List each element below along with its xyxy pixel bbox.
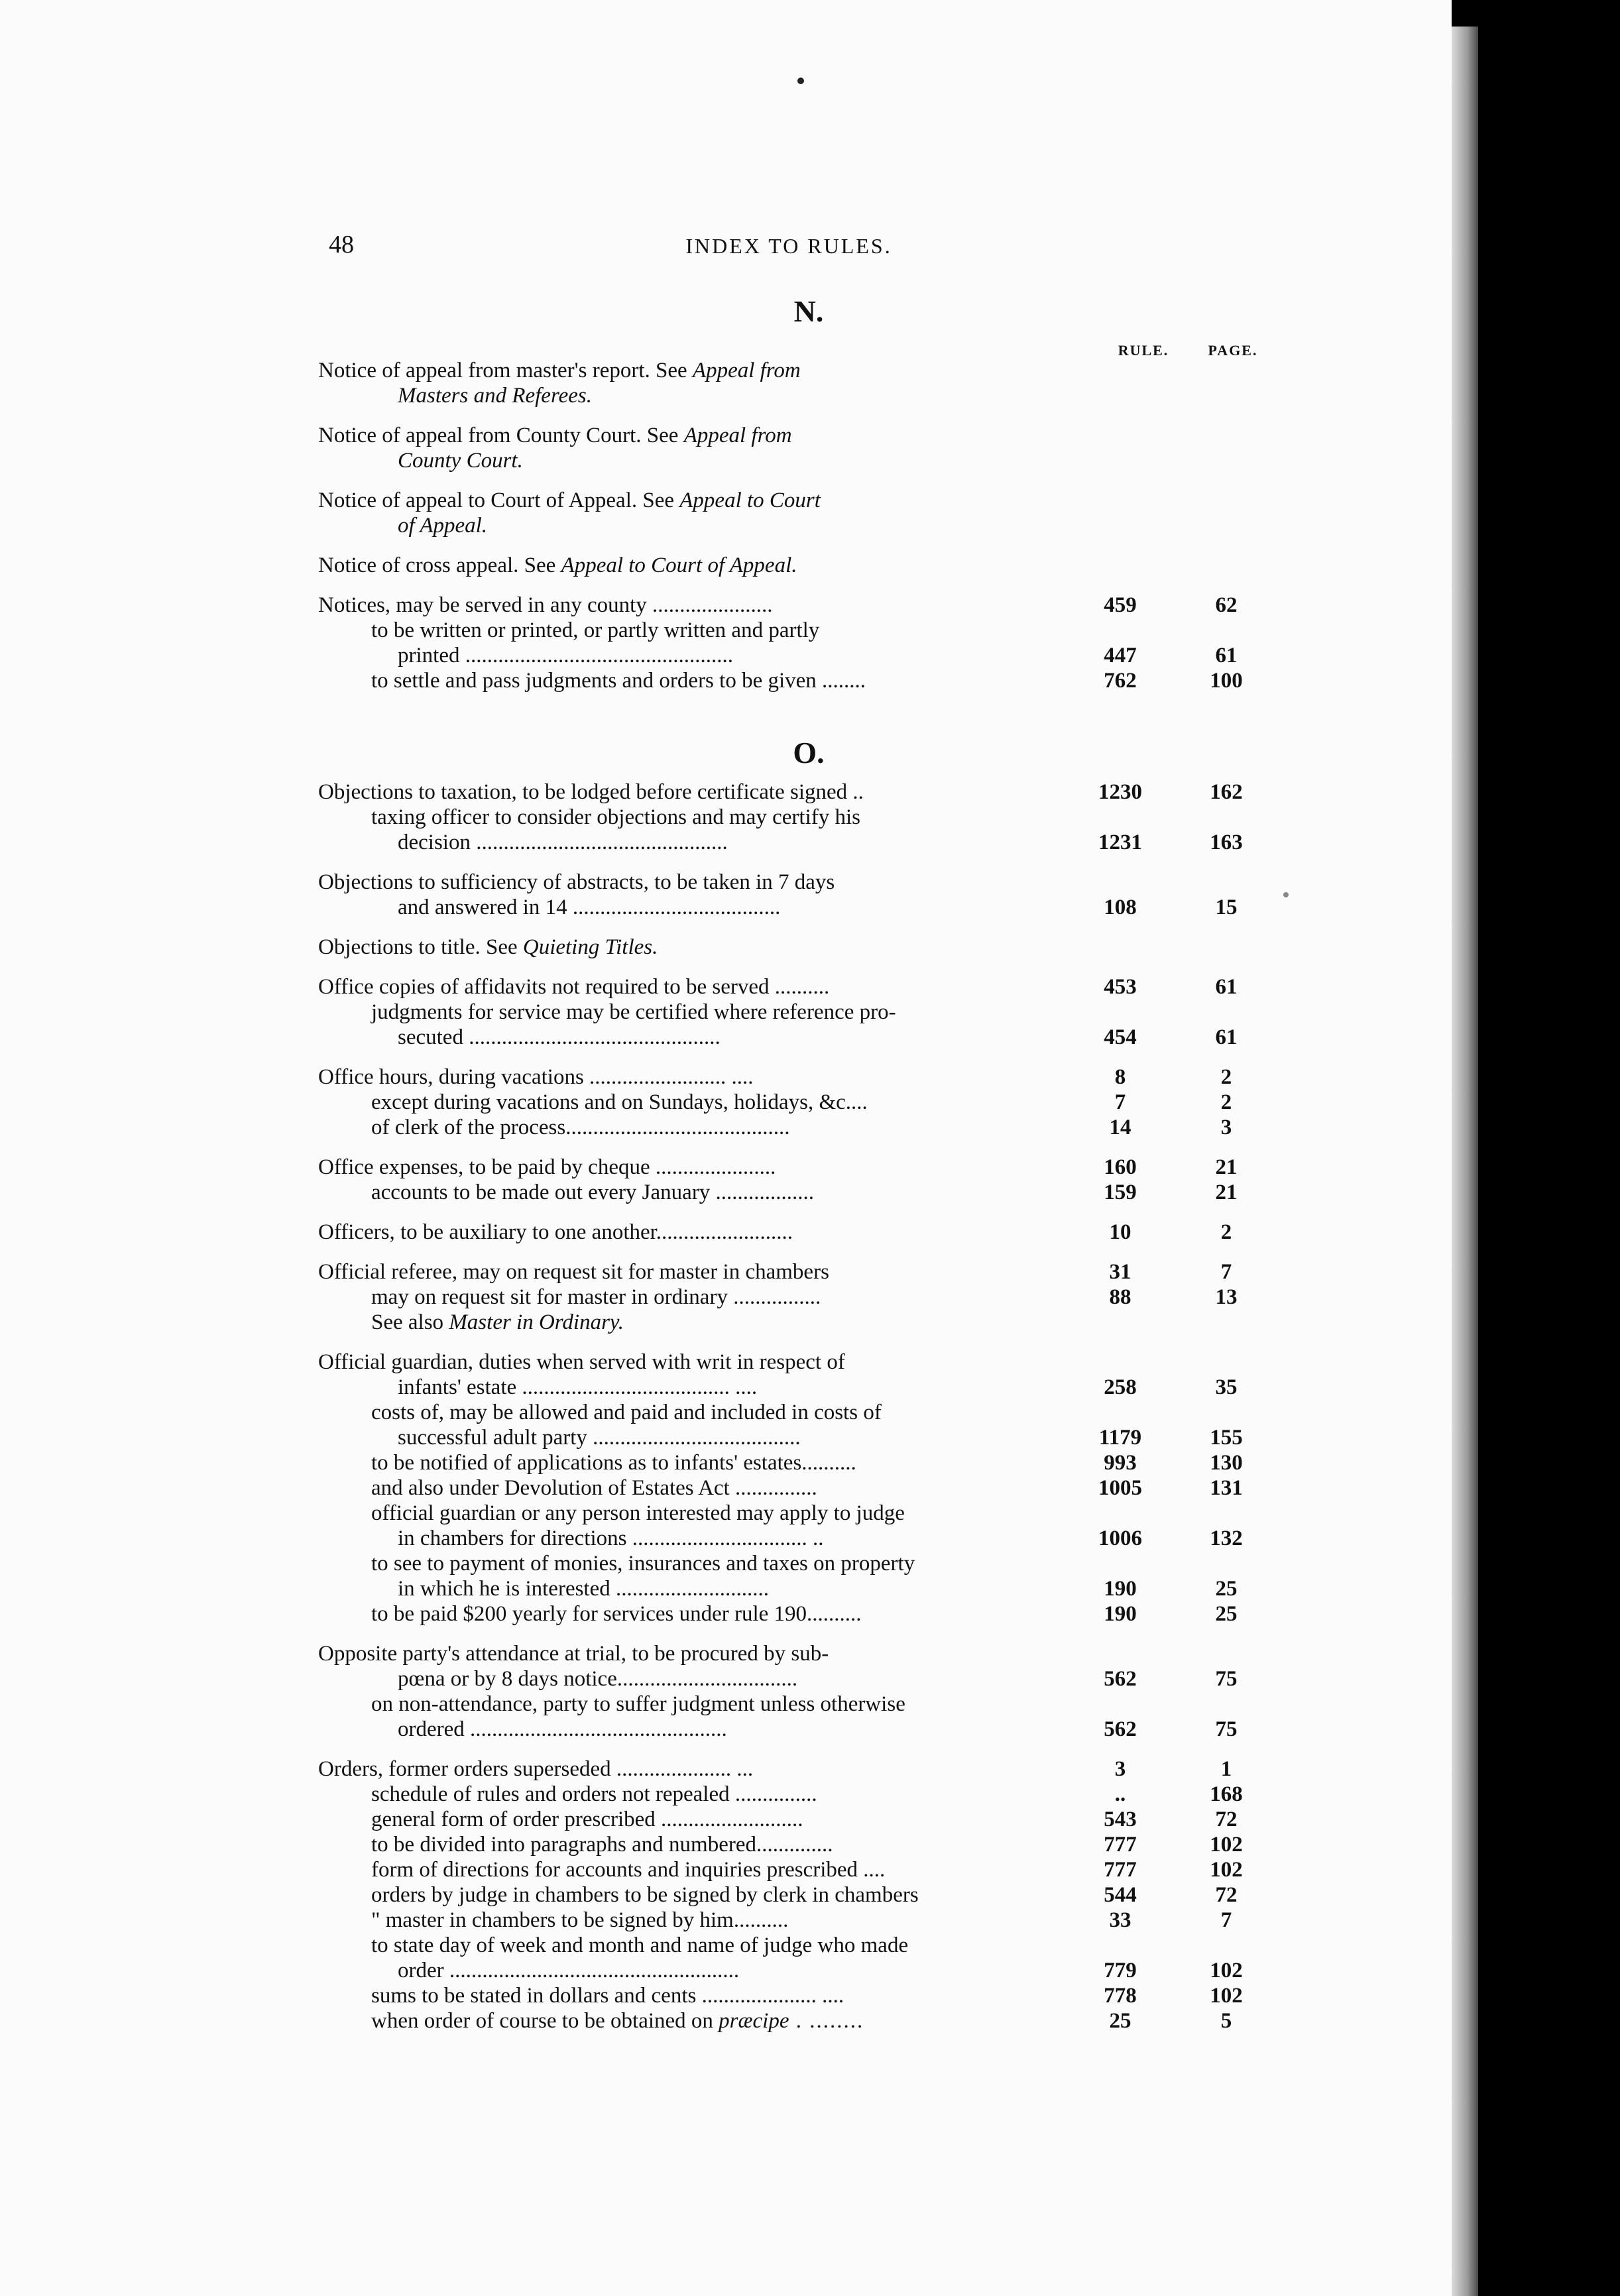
entry-text xyxy=(318,1000,1047,1025)
entry-line xyxy=(318,1526,1259,1551)
entry-line xyxy=(318,1349,1259,1375)
page-reference: 2 xyxy=(1220,1090,1232,1114)
entry-line xyxy=(318,1782,1259,1807)
page-reference: 162 xyxy=(1210,780,1243,804)
rule-number: 777 xyxy=(1104,1833,1137,1857)
entry-line xyxy=(318,1025,1259,1050)
rule-number: 108 xyxy=(1104,895,1137,919)
entry-text xyxy=(318,1375,1047,1400)
entry-text-roman: to settle and pass judgments and orders to be given ........ xyxy=(371,669,866,693)
page-reference: 62 xyxy=(1215,593,1238,617)
index-entry xyxy=(318,358,1259,408)
entry-line xyxy=(318,593,1259,618)
print-mark xyxy=(797,78,804,84)
column-headings xyxy=(318,338,1259,358)
page-reference: 163 xyxy=(1210,831,1243,854)
page-reference: 3 xyxy=(1220,1116,1232,1139)
page-reference: 61 xyxy=(1215,644,1238,667)
rule-number: 447 xyxy=(1104,644,1137,667)
scan-border xyxy=(1478,0,1620,2296)
entry-text-roman: in which he is interested ............................ xyxy=(398,1577,770,1601)
entry-text xyxy=(318,1782,1047,1807)
page-reference: 130 xyxy=(1210,1451,1243,1475)
page-reference: 102 xyxy=(1210,1959,1243,1982)
entry-line xyxy=(318,1155,1259,1180)
entry-line xyxy=(318,1756,1259,1782)
entry-line xyxy=(318,1259,1259,1285)
entry-text-roman: official guardian or any person interested may apply to judge xyxy=(371,1501,905,1525)
entry-text-roman: accounts to be made out every January .................. xyxy=(371,1180,815,1204)
entry-line xyxy=(318,895,1259,920)
entry-text xyxy=(318,779,1047,805)
entry-text xyxy=(318,1882,1047,1908)
entry-line xyxy=(318,1807,1259,1832)
page-reference: 72 xyxy=(1215,1808,1238,1831)
entry-line xyxy=(318,668,1259,693)
page-reference: 75 xyxy=(1215,1717,1238,1741)
entry-line xyxy=(318,1958,1259,1983)
entry-text xyxy=(318,1857,1047,1882)
entry-text-roman: taxing officer to consider objections and may certify his xyxy=(371,805,861,829)
rule-number: 3 xyxy=(1114,1757,1126,1781)
entry-text xyxy=(318,1220,1047,1245)
entry-text xyxy=(318,1526,1047,1551)
rule-number: 453 xyxy=(1104,975,1137,999)
rule-number: 8 xyxy=(1114,1065,1126,1089)
rule-number: 7 xyxy=(1114,1090,1126,1114)
entry-text xyxy=(318,830,1047,855)
page-speck xyxy=(1283,892,1289,897)
page-number: 48 xyxy=(329,231,354,258)
entry-line xyxy=(318,1983,1259,2008)
rule-number: 160 xyxy=(1104,1155,1137,1179)
entry-line xyxy=(318,1501,1259,1526)
entry-line xyxy=(318,974,1259,1000)
entry-line xyxy=(318,1832,1259,1857)
entry-line xyxy=(318,1475,1259,1501)
entry-text xyxy=(318,643,1047,668)
entry-text-roman: Office hours, during vacations ......................... .... xyxy=(318,1065,754,1089)
rule-number: 25 xyxy=(1109,2009,1131,2033)
entry-text xyxy=(318,1832,1047,1857)
cross-reference: Appeal to Court of Appeal. xyxy=(561,553,797,577)
entry-text-roman: costs of, may be allowed and paid and included in costs of xyxy=(371,1401,882,1424)
rule-column-heading: RULE. xyxy=(1118,342,1169,359)
entry-line xyxy=(318,1857,1259,1882)
entry-text-roman: in chambers for directions ................................ .. xyxy=(398,1526,824,1550)
entry-line xyxy=(318,1425,1259,1450)
entry-line xyxy=(318,870,1259,895)
rule-number: 31 xyxy=(1109,1260,1131,1284)
entry-line xyxy=(318,1933,1259,1958)
index-entry xyxy=(318,1756,1259,2034)
entry-text xyxy=(318,618,1047,643)
entry-text xyxy=(318,1958,1047,1983)
rule-number: 543 xyxy=(1104,1808,1137,1831)
index-entry xyxy=(318,974,1259,1050)
page-reference: 25 xyxy=(1215,1602,1238,1626)
index-entry xyxy=(318,935,1259,960)
index-entry xyxy=(318,1064,1259,1140)
entry-text-roman: See also xyxy=(371,1310,449,1334)
index-entry xyxy=(318,1155,1259,1205)
index-section xyxy=(318,733,1259,2034)
cross-reference: Appeal from xyxy=(692,359,801,382)
entry-line xyxy=(318,1601,1259,1627)
entry-line xyxy=(318,553,1259,578)
entry-text-roman: when order of course to be obtained on xyxy=(371,2009,719,2033)
index-content xyxy=(318,225,1259,2048)
entry-text xyxy=(318,1666,1047,1692)
rule-number: 88 xyxy=(1109,1285,1131,1309)
rule-number: 159 xyxy=(1104,1180,1137,1204)
page-reference: 5 xyxy=(1220,2009,1232,2033)
entry-text-roman: Official referee, may on request sit for master in chambers xyxy=(318,1260,829,1284)
entry-text xyxy=(318,513,1047,538)
entry-text xyxy=(318,1601,1047,1627)
leader-dots: . ........ xyxy=(789,2009,864,2033)
running-title: INDEX TO RULES. xyxy=(685,234,892,258)
page-reference: 7 xyxy=(1220,1260,1232,1284)
entry-line xyxy=(318,1115,1259,1140)
entry-text-roman: Notice of appeal from master's report. See xyxy=(318,359,693,382)
entry-text xyxy=(318,935,1047,960)
index-entry xyxy=(318,779,1259,855)
page-reference: 21 xyxy=(1215,1180,1238,1204)
rule-number: 778 xyxy=(1104,1984,1137,2008)
entry-text-roman: Objections to sufficiency of abstracts, to be taken in 7 days xyxy=(318,870,835,894)
entry-text-roman: sums to be stated in dollars and cents ..................... .... xyxy=(371,1984,844,2008)
rule-number: 993 xyxy=(1104,1451,1137,1475)
rule-number: 258 xyxy=(1104,1375,1137,1399)
page-reference: 155 xyxy=(1210,1426,1243,1450)
entry-text-roman: to be written or printed, or partly written and partly xyxy=(371,618,820,642)
entry-text-roman: " master in chambers to be signed by him.......... xyxy=(371,1908,789,1932)
entry-line xyxy=(318,383,1259,408)
entry-text-roman: infants' estate ...................................... .... xyxy=(398,1375,758,1399)
entry-text xyxy=(318,1551,1047,1576)
entry-text-roman: pœna or by 8 days notice................................. xyxy=(398,1667,798,1691)
entry-text xyxy=(318,1501,1047,1526)
entry-text xyxy=(318,870,1047,895)
entry-line xyxy=(318,2008,1259,2034)
entry-text xyxy=(318,1983,1047,2008)
entry-text xyxy=(318,1756,1047,1782)
rule-number: 562 xyxy=(1104,1667,1137,1691)
entry-text xyxy=(318,1933,1047,1958)
page-reference: 15 xyxy=(1215,895,1238,919)
page-reference: 1 xyxy=(1220,1757,1232,1781)
entry-line xyxy=(318,830,1259,855)
entry-text-roman: Orders, former orders superseded ..................... ... xyxy=(318,1757,754,1781)
entry-text xyxy=(318,593,1047,618)
entry-text xyxy=(318,1908,1047,1933)
cross-reference: Masters and Referees. xyxy=(398,384,592,408)
rule-number: 190 xyxy=(1104,1577,1137,1601)
entry-text xyxy=(318,1090,1047,1115)
rule-number: 544 xyxy=(1104,1883,1137,1907)
cross-reference: of Appeal. xyxy=(398,514,488,538)
book-spine xyxy=(1452,27,1478,2296)
entry-text-roman: Official guardian, duties when served with writ in respect of xyxy=(318,1350,845,1374)
entry-text-roman: Opposite party's attendance at trial, to be procured by sub- xyxy=(318,1642,829,1666)
entry-text-roman: ordered ............................................... xyxy=(398,1717,727,1741)
entry-text xyxy=(318,488,1047,513)
entry-text xyxy=(318,805,1047,830)
page-reference: 102 xyxy=(1210,1984,1243,2008)
entry-line xyxy=(318,513,1259,538)
entry-line xyxy=(318,1692,1259,1717)
rule-number: 1230 xyxy=(1098,780,1142,804)
entry-line xyxy=(318,1450,1259,1475)
entry-text xyxy=(318,1475,1047,1501)
index-sections xyxy=(318,292,1259,2034)
entry-line xyxy=(318,1285,1259,1310)
index-entry xyxy=(318,1641,1259,1742)
entry-text-roman: Notices, may be served in any county ...................... xyxy=(318,593,773,617)
entry-line xyxy=(318,1220,1259,1245)
entry-line xyxy=(318,1641,1259,1666)
entry-text xyxy=(318,1064,1047,1090)
entry-text xyxy=(318,1400,1047,1425)
entry-text xyxy=(318,448,1047,473)
entry-text-roman: printed ................................................. xyxy=(398,644,733,667)
rule-number: 777 xyxy=(1104,1858,1137,1882)
entry-text-roman: to be divided into paragraphs and numbered.............. xyxy=(371,1833,833,1857)
entry-line xyxy=(318,935,1259,960)
entry-text xyxy=(318,383,1047,408)
cross-reference: præcipe xyxy=(719,2009,789,2033)
entry-text-roman: to be paid $200 yearly for services under rule 190.......... xyxy=(371,1602,862,1626)
index-entry xyxy=(318,593,1259,693)
cross-reference: Appeal from xyxy=(683,424,792,447)
page-reference: 131 xyxy=(1210,1476,1243,1500)
page-reference: 21 xyxy=(1215,1155,1238,1179)
rule-number: 1006 xyxy=(1098,1526,1142,1550)
entry-text xyxy=(318,1155,1047,1180)
page-reference: 13 xyxy=(1215,1285,1238,1309)
rule-number: 1231 xyxy=(1098,831,1142,854)
cross-reference: Master in Ordinary. xyxy=(449,1310,624,1334)
index-entry xyxy=(318,488,1259,538)
entry-text-roman: decision .............................................. xyxy=(398,831,728,854)
entry-line xyxy=(318,779,1259,805)
entry-text-roman: to state day of week and month and name of judge who made xyxy=(371,1933,909,1957)
entry-text-roman: Office expenses, to be paid by cheque ...................... xyxy=(318,1155,776,1179)
page-reference: 75 xyxy=(1215,1667,1238,1691)
entry-line xyxy=(318,1717,1259,1742)
entry-text-roman: judgments for service may be certified where reference pro- xyxy=(371,1000,896,1024)
entry-text-roman: Objections to taxation, to be lodged before certificate signed .. xyxy=(318,780,864,804)
entry-text xyxy=(318,1692,1047,1717)
rule-number: 454 xyxy=(1104,1025,1137,1049)
entry-text xyxy=(318,1807,1047,1832)
page-reference: 7 xyxy=(1220,1908,1232,1932)
page-reference: 100 xyxy=(1210,669,1243,693)
entry-text-roman: Officers, to be auxiliary to one another......................... xyxy=(318,1220,793,1244)
entry-line xyxy=(318,1375,1259,1400)
entry-line xyxy=(318,1666,1259,1692)
entry-text-roman: and also under Devolution of Estates Act ............... xyxy=(371,1476,817,1500)
rule-number: 562 xyxy=(1104,1717,1137,1741)
entry-text xyxy=(318,423,1047,448)
entry-text xyxy=(318,668,1047,693)
entry-text xyxy=(318,1349,1047,1375)
index-entry xyxy=(318,1259,1259,1335)
index-entry xyxy=(318,1220,1259,1245)
entry-text xyxy=(318,1641,1047,1666)
entry-text-roman: and answered in 14 ...................................... xyxy=(398,895,781,919)
entry-line xyxy=(318,643,1259,668)
entry-line xyxy=(318,618,1259,643)
cross-reference: County Court. xyxy=(398,449,523,473)
rule-number: 33 xyxy=(1109,1908,1131,1932)
entry-text xyxy=(318,1450,1047,1475)
entry-line xyxy=(318,1090,1259,1115)
rule-number: .. xyxy=(1114,1782,1126,1806)
rule-number: 779 xyxy=(1104,1959,1137,1982)
entry-text-roman: schedule of rules and orders not repealed ............... xyxy=(371,1782,817,1806)
entry-text-roman: secuted .............................................. xyxy=(398,1025,721,1049)
section-letter: N. xyxy=(793,294,824,328)
index-entry xyxy=(318,553,1259,578)
entry-text-roman: form of directions for accounts and inquiries prescribed .... xyxy=(371,1858,886,1882)
page-reference: 2 xyxy=(1220,1220,1232,1244)
entry-text-roman: Notice of appeal from County Court. See xyxy=(318,424,684,447)
entry-text xyxy=(318,1180,1047,1205)
entry-text-roman: orders by judge in chambers to be signed by clerk in chambers xyxy=(371,1883,919,1907)
cross-reference: Quieting Titles. xyxy=(522,935,658,959)
entry-text xyxy=(318,1259,1047,1285)
entry-text-roman: Objections to title. See xyxy=(318,935,523,959)
index-entry xyxy=(318,423,1259,473)
entry-text xyxy=(318,1717,1047,1742)
entry-text-roman: general form of order prescribed .......................... xyxy=(371,1808,803,1831)
entry-text xyxy=(318,974,1047,1000)
entry-text xyxy=(318,1115,1047,1140)
entry-line xyxy=(318,805,1259,830)
entry-text-roman: may on request sit for master in ordinary ................ xyxy=(371,1285,821,1309)
entry-text-roman: except during vacations and on Sundays, holidays, &c.... xyxy=(371,1090,868,1114)
page-reference: 25 xyxy=(1215,1577,1238,1601)
page-reference: 35 xyxy=(1215,1375,1238,1399)
index-entry xyxy=(318,1349,1259,1627)
entry-line xyxy=(318,1180,1259,1205)
entry-text xyxy=(318,1425,1047,1450)
entry-text-roman: Notice of appeal to Court of Appeal. See xyxy=(318,488,680,512)
page-reference: 61 xyxy=(1215,975,1238,999)
rule-number: 459 xyxy=(1104,593,1137,617)
entry-text xyxy=(318,1310,1047,1335)
page-reference: 132 xyxy=(1210,1526,1243,1550)
entry-text-roman: Notice of cross appeal. See xyxy=(318,553,561,577)
entry-text xyxy=(318,895,1047,920)
index-entry xyxy=(318,870,1259,920)
entry-text xyxy=(318,2008,1047,2034)
rule-number: 1005 xyxy=(1098,1476,1142,1500)
entry-line xyxy=(318,1551,1259,1576)
entry-line xyxy=(318,448,1259,473)
entry-text-roman: to be notified of applications as to infants' estates.......... xyxy=(371,1451,856,1475)
page-reference: 2 xyxy=(1220,1065,1232,1089)
entry-line xyxy=(318,1908,1259,1933)
rule-number: 762 xyxy=(1104,669,1137,693)
entry-text xyxy=(318,553,1047,578)
page-reference: 61 xyxy=(1215,1025,1238,1049)
index-section xyxy=(318,292,1259,693)
entry-text-roman: of clerk of the process......................................... xyxy=(371,1116,790,1139)
entry-line xyxy=(318,1000,1259,1025)
entry-line xyxy=(318,1576,1259,1601)
cross-reference: Appeal to Court xyxy=(679,488,821,512)
entry-text-roman: on non-attendance, party to suffer judgment unless otherwise xyxy=(371,1692,905,1716)
entry-line xyxy=(318,1064,1259,1090)
entry-text xyxy=(318,1576,1047,1601)
page-reference: 102 xyxy=(1210,1858,1243,1882)
entry-line xyxy=(318,1882,1259,1908)
entry-text xyxy=(318,358,1047,383)
rule-number: 10 xyxy=(1109,1220,1131,1244)
entry-text-roman: successful adult party ...................................... xyxy=(398,1426,801,1450)
entry-text-roman: Office copies of affidavits not required to be served .......... xyxy=(318,975,830,999)
rule-number: 1179 xyxy=(1098,1426,1142,1450)
entry-text-roman: to see to payment of monies, insurances and taxes on property xyxy=(371,1552,915,1576)
entry-line xyxy=(318,488,1259,513)
entry-line xyxy=(318,423,1259,448)
section-letter: O. xyxy=(793,736,825,770)
entry-line xyxy=(318,1310,1259,1335)
entry-text xyxy=(318,1285,1047,1310)
page-reference: 72 xyxy=(1215,1883,1238,1907)
page-column-heading: PAGE. xyxy=(1208,342,1258,359)
page-header xyxy=(318,225,1259,265)
entry-text-roman: order ..................................................... xyxy=(398,1959,740,1982)
entry-line xyxy=(318,1400,1259,1425)
rule-number: 190 xyxy=(1104,1602,1137,1626)
page-reference: 102 xyxy=(1210,1833,1243,1857)
entry-text xyxy=(318,1025,1047,1050)
rule-number: 14 xyxy=(1109,1116,1131,1139)
page-reference: 168 xyxy=(1210,1782,1243,1806)
